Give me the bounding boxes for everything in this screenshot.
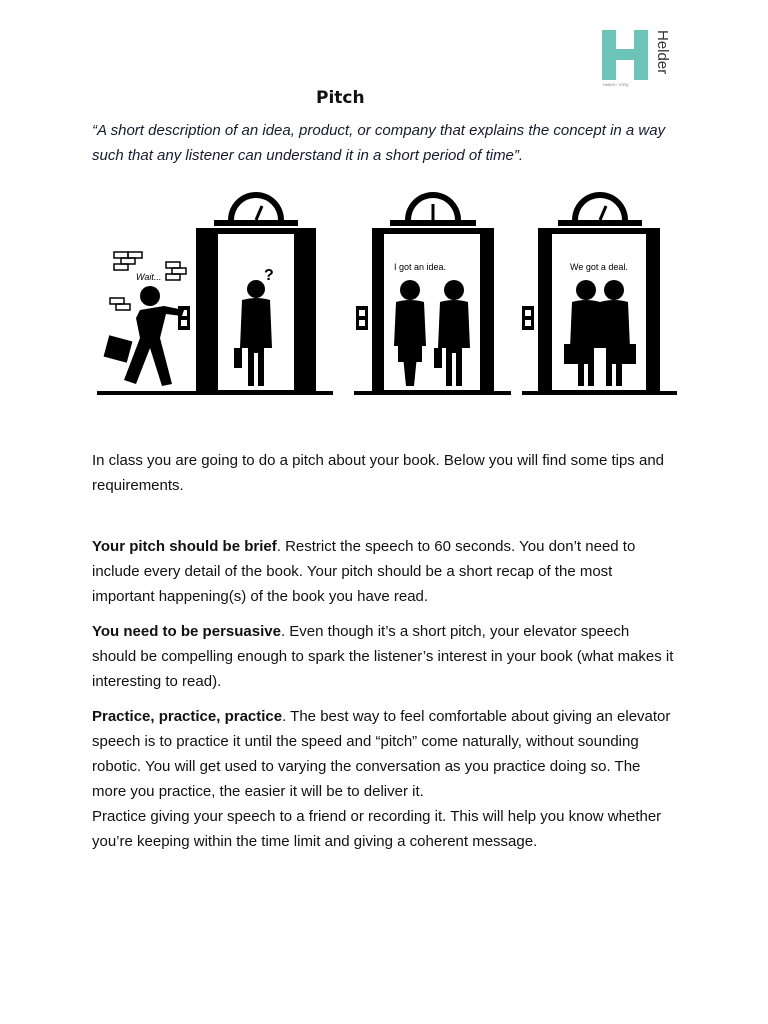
- tip-text: . Even though it’s a short pitch, your elevator speech should be compelling enough to spark the listener’s interest in your book (what makes it interesting to read).: [92, 623, 674, 690]
- logo-name: Helder: [654, 30, 671, 75]
- tip-persuasive: [92, 619, 677, 694]
- closing-paragraph: Practice giving your speech to a friend or recording it. This will help you know whether you’re keeping within the time limit and giving a coherent message.: [92, 808, 662, 850]
- tip-heading: Your pitch should be brief: [92, 538, 277, 555]
- caption-idea: I got an idea.: [394, 262, 447, 272]
- tip-heading: Practice, practice, practice: [92, 708, 283, 725]
- intro-paragraph: In class you are going to do a pitch about your book. Below you will find some tips and requirements.: [92, 452, 664, 494]
- elevator-2: [356, 192, 494, 392]
- tip-heading: You need to be persuasive: [92, 623, 281, 640]
- walking-man: [104, 286, 184, 386]
- caption-wait: Wait...: [136, 272, 162, 282]
- page-title: Pitch: [316, 88, 365, 108]
- tip-text: . The best way to feel comfortable about giving an elevator speech is to practice it until the speed and “pitch” come naturally, without sounding robotic. You will get used to varying the conversation as you practice doing so. The more you practice, the easier it will be to deliver it.: [92, 708, 671, 800]
- logo-tagline: HANGS / TORQ: [603, 83, 629, 87]
- question-mark: ?: [264, 267, 274, 284]
- tip-brief: [92, 534, 677, 609]
- definition-quote: “A short description of an idea, product, or company that explains the concept in a way such that any listener can understand it in a short period of time”.: [92, 122, 666, 164]
- helder-logo: [600, 28, 674, 90]
- elevator-pitch-illustration: [92, 188, 682, 403]
- tip-text: . Restrict the speech to 60 seconds. You don’t need to include every detail of the book. Your pitch should be a short recap of the most important happening(s) of the book you have read.: [92, 538, 636, 605]
- elevator-1: [178, 192, 316, 392]
- elevator-3: [522, 192, 660, 392]
- tips-section: [92, 534, 677, 854]
- caption-deal: We got a deal.: [570, 262, 628, 272]
- tip-practice: [92, 704, 677, 804]
